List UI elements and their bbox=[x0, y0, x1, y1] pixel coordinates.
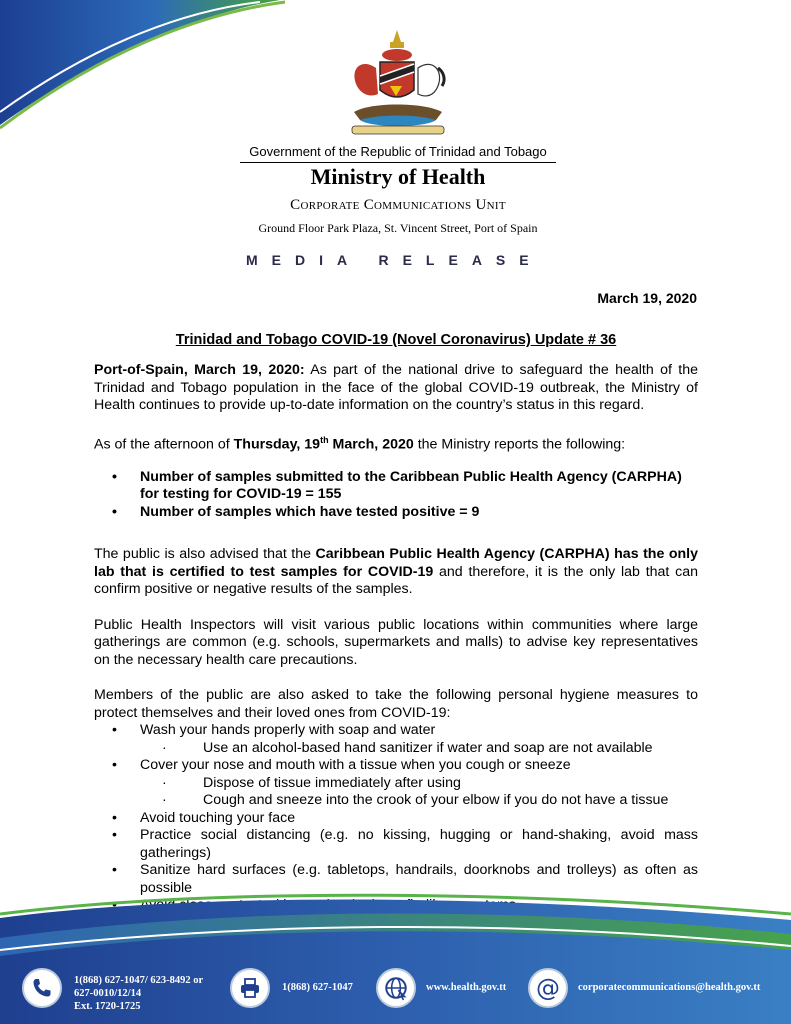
email-link[interactable]: corporatecommunications@health.gov.tt bbox=[578, 982, 761, 993]
address: Ground Floor Park Plaza, St. Vincent Street, Port of Spain bbox=[258, 221, 538, 235]
release-body bbox=[94, 362, 698, 932]
list-item: • Practice social distancing (e.g. no kissing, hugging or hand-shaking, avoid mass gatherings) bbox=[112, 827, 698, 862]
list-item: • Number of samples which have tested positive = 9 bbox=[112, 504, 698, 522]
list-item: • Wash your hands properly with soap and water · Use an alcohol-based hand sanitizer if water and soap are not available bbox=[112, 722, 698, 757]
web-icon bbox=[376, 968, 416, 1008]
email-icon: @ bbox=[528, 968, 568, 1008]
list-item: · Use an alcohol-based hand sanitizer if water and soap are not available bbox=[140, 740, 698, 758]
government-name: Government of the Republic of Trinidad and Tobago bbox=[240, 144, 556, 163]
media-release-label: MEDIA RELEASE bbox=[246, 252, 543, 268]
release-date: March 19, 2020 bbox=[597, 290, 697, 306]
list-item: • Sanitize hard surfaces (e.g. tabletops, handrails, doorknobs and trolleys) as often as possible bbox=[112, 862, 698, 897]
phone-numbers: 1(868) 627-1047/ 623-8492 or 627-0010/12/14 Ext. 1720-1725 bbox=[74, 975, 204, 1012]
carpha-paragraph: The public is also advised that the Caribbean Public Health Agency (CARPHA) has the only lab that is certified to test samples for COVID-19 and therefore, it is the only lab that can confirm positive or negative results of the samples. bbox=[94, 546, 699, 598]
website-link[interactable]: www.health.gov.tt bbox=[426, 982, 507, 993]
release-title: Trinidad and Tobago COVID-19 (Novel Coronavirus) Update # 36 bbox=[175, 332, 617, 348]
measures-intro: Members of the public are also asked to take the following personal hygiene measures to protect themselves and their loved ones from COVID-19: bbox=[94, 687, 698, 721]
status-paragraph: As of the afternoon of Thursday, 19th March, 2020 the Ministry reports the following: bbox=[94, 434, 626, 453]
list-item: • Number of samples submitted to the Caribbean Public Health Agency (CARPHA) for testing for COVID-19 = 155 bbox=[112, 469, 698, 504]
ministry-name: Ministry of Health bbox=[310, 164, 486, 189]
stats-list bbox=[112, 469, 698, 522]
fax-icon bbox=[230, 968, 270, 1008]
list-item: · Dispose of tissue immediately after using bbox=[140, 775, 698, 793]
dateline: Port-of-Spain, March 19, 2020: bbox=[94, 362, 305, 378]
phone-icon bbox=[22, 968, 62, 1008]
coat-of-arms-icon bbox=[340, 28, 455, 138]
fax-number: 1(868) 627-1047 bbox=[282, 982, 353, 993]
intro-paragraph: Port-of-Spain, March 19, 2020: As part of the national drive to safeguard the health of the Trinidad and Tobago population in the face of the global COVID-19 outbreak, the Ministry of Health continues to provide up-to-date information on the country’s status in this regard. bbox=[94, 362, 698, 413]
unit-name: Corporate Communications Unit bbox=[290, 197, 506, 213]
list-item: • Avoid touching your face bbox=[112, 810, 698, 828]
list-item: · Cough and sneeze into the crook of your elbow if you do not have a tissue bbox=[140, 792, 698, 810]
inspectors-paragraph: Public Health Inspectors will visit various public locations within communities where large gatherings are common (e.g. schools, supermarkets and malls) to advise key representatives on the necessary health care precautions. bbox=[94, 616, 698, 668]
list-item: • Cover your nose and mouth with a tissue when you cough or sneeze · Dispose of tissue immediately after using · Cough and sneeze into the crook of your elbow if you do not have a tissue bbox=[112, 757, 698, 810]
